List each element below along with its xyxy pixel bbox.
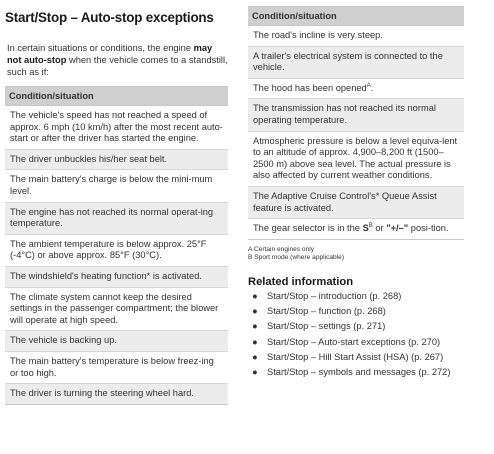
related-link[interactable]: ● Start/Stop – Auto-start exceptions (p. 270)	[252, 336, 441, 347]
table-row: The windshield's heating function* is activated.	[5, 266, 228, 287]
intro-paragraph: In certain situations or conditions, the engine may not auto-stop when the vehicle comes to a standstill, such as if:	[7, 43, 228, 77]
footnote: A Certain engines only	[248, 245, 315, 253]
footnote-ref: B	[368, 223, 373, 230]
table-header: Condition/situation	[5, 87, 228, 105]
bullet-icon: ●	[252, 351, 258, 362]
table-row: The vehicle is backing up.	[5, 330, 228, 351]
table-row: The ambient temperature is below approx. 25°F (-4°C) or above approx. 85°F (30°C).	[5, 234, 228, 266]
table-row: The Adaptive Cruise Control's* Queue Assist feature is activated.	[248, 186, 464, 218]
table-header: Condition/situation	[248, 7, 464, 25]
table-row: The vehicle's speed has not reached a speed of approx. 6 mph (10 km/h) after the most recent auto-start or after the driver has started the engine.	[5, 105, 228, 149]
related-information-title: Related information	[248, 275, 354, 288]
table-row: A trailer's electrical system is connected to the vehicle.	[248, 46, 464, 78]
table-row: The driver unbuckles his/her seat belt.	[5, 149, 228, 170]
footnotes	[248, 246, 464, 262]
table-row: The driver is turning the steering wheel hard.	[5, 383, 228, 404]
bullet-icon: ●	[252, 290, 258, 301]
left-column	[5, 0, 228, 405]
table-row: The main battery's temperature is below freez-ing or too high.	[5, 351, 228, 383]
auto-stop-exceptions-table-2	[248, 6, 464, 240]
related-link[interactable]: ● Start/Stop – settings (p. 271)	[252, 321, 386, 332]
table-row: The transmission has not reached its normal operating temperature.	[248, 98, 464, 130]
auto-stop-exceptions-table-1	[5, 86, 228, 405]
right-column	[248, 0, 464, 383]
table-row: The road's incline is very steep.	[248, 25, 464, 46]
table-row: The engine has not reached its normal operat-ing temperature.	[5, 202, 228, 234]
table-row: Atmospheric pressure is below a level equiva-lent to an altitude of approx. 4,900–8,200 ft (1500–2500 m) above sea level. The actual pressure is also affected by current weather conditions.	[248, 131, 464, 186]
gear-position-s: S	[362, 223, 369, 234]
related-link[interactable]: ● Start/Stop – Hill Start Assist (HSA) (p. 267)	[252, 351, 444, 362]
section-title: Start/Stop – Auto-stop exceptions	[5, 10, 214, 25]
footnote-ref: A	[366, 82, 371, 89]
footnote: B Sport mode (where applicable)	[248, 253, 345, 261]
table-row: The hood has been opened$^A$.	[248, 78, 464, 99]
bullet-icon: ●	[252, 367, 258, 378]
bullet-icon: ●	[252, 336, 258, 347]
intro-emphasis: may not auto-stop	[7, 43, 213, 65]
related-information-list	[248, 291, 464, 379]
bullet-icon: ●	[252, 321, 258, 332]
gear-position-plus-minus: "+/–"	[386, 223, 409, 234]
table-row: The main battery's charge is below the mini-mum level.	[5, 169, 228, 201]
related-link[interactable]: ● Start/Stop – function (p. 268)	[252, 306, 386, 317]
table-row: The climate system cannot keep the desired settings in the passenger compartment; the blower will operate at high speed.	[5, 287, 228, 331]
related-link[interactable]: ● Start/Stop – symbols and messages (p. 272)	[252, 367, 451, 378]
table-row: The gear selector is in the $S^B$ or "+/–" posi-tion.	[248, 218, 464, 239]
related-link[interactable]: ● Start/Stop – introduction (p. 268)	[252, 290, 402, 301]
bullet-icon: ●	[252, 306, 258, 317]
